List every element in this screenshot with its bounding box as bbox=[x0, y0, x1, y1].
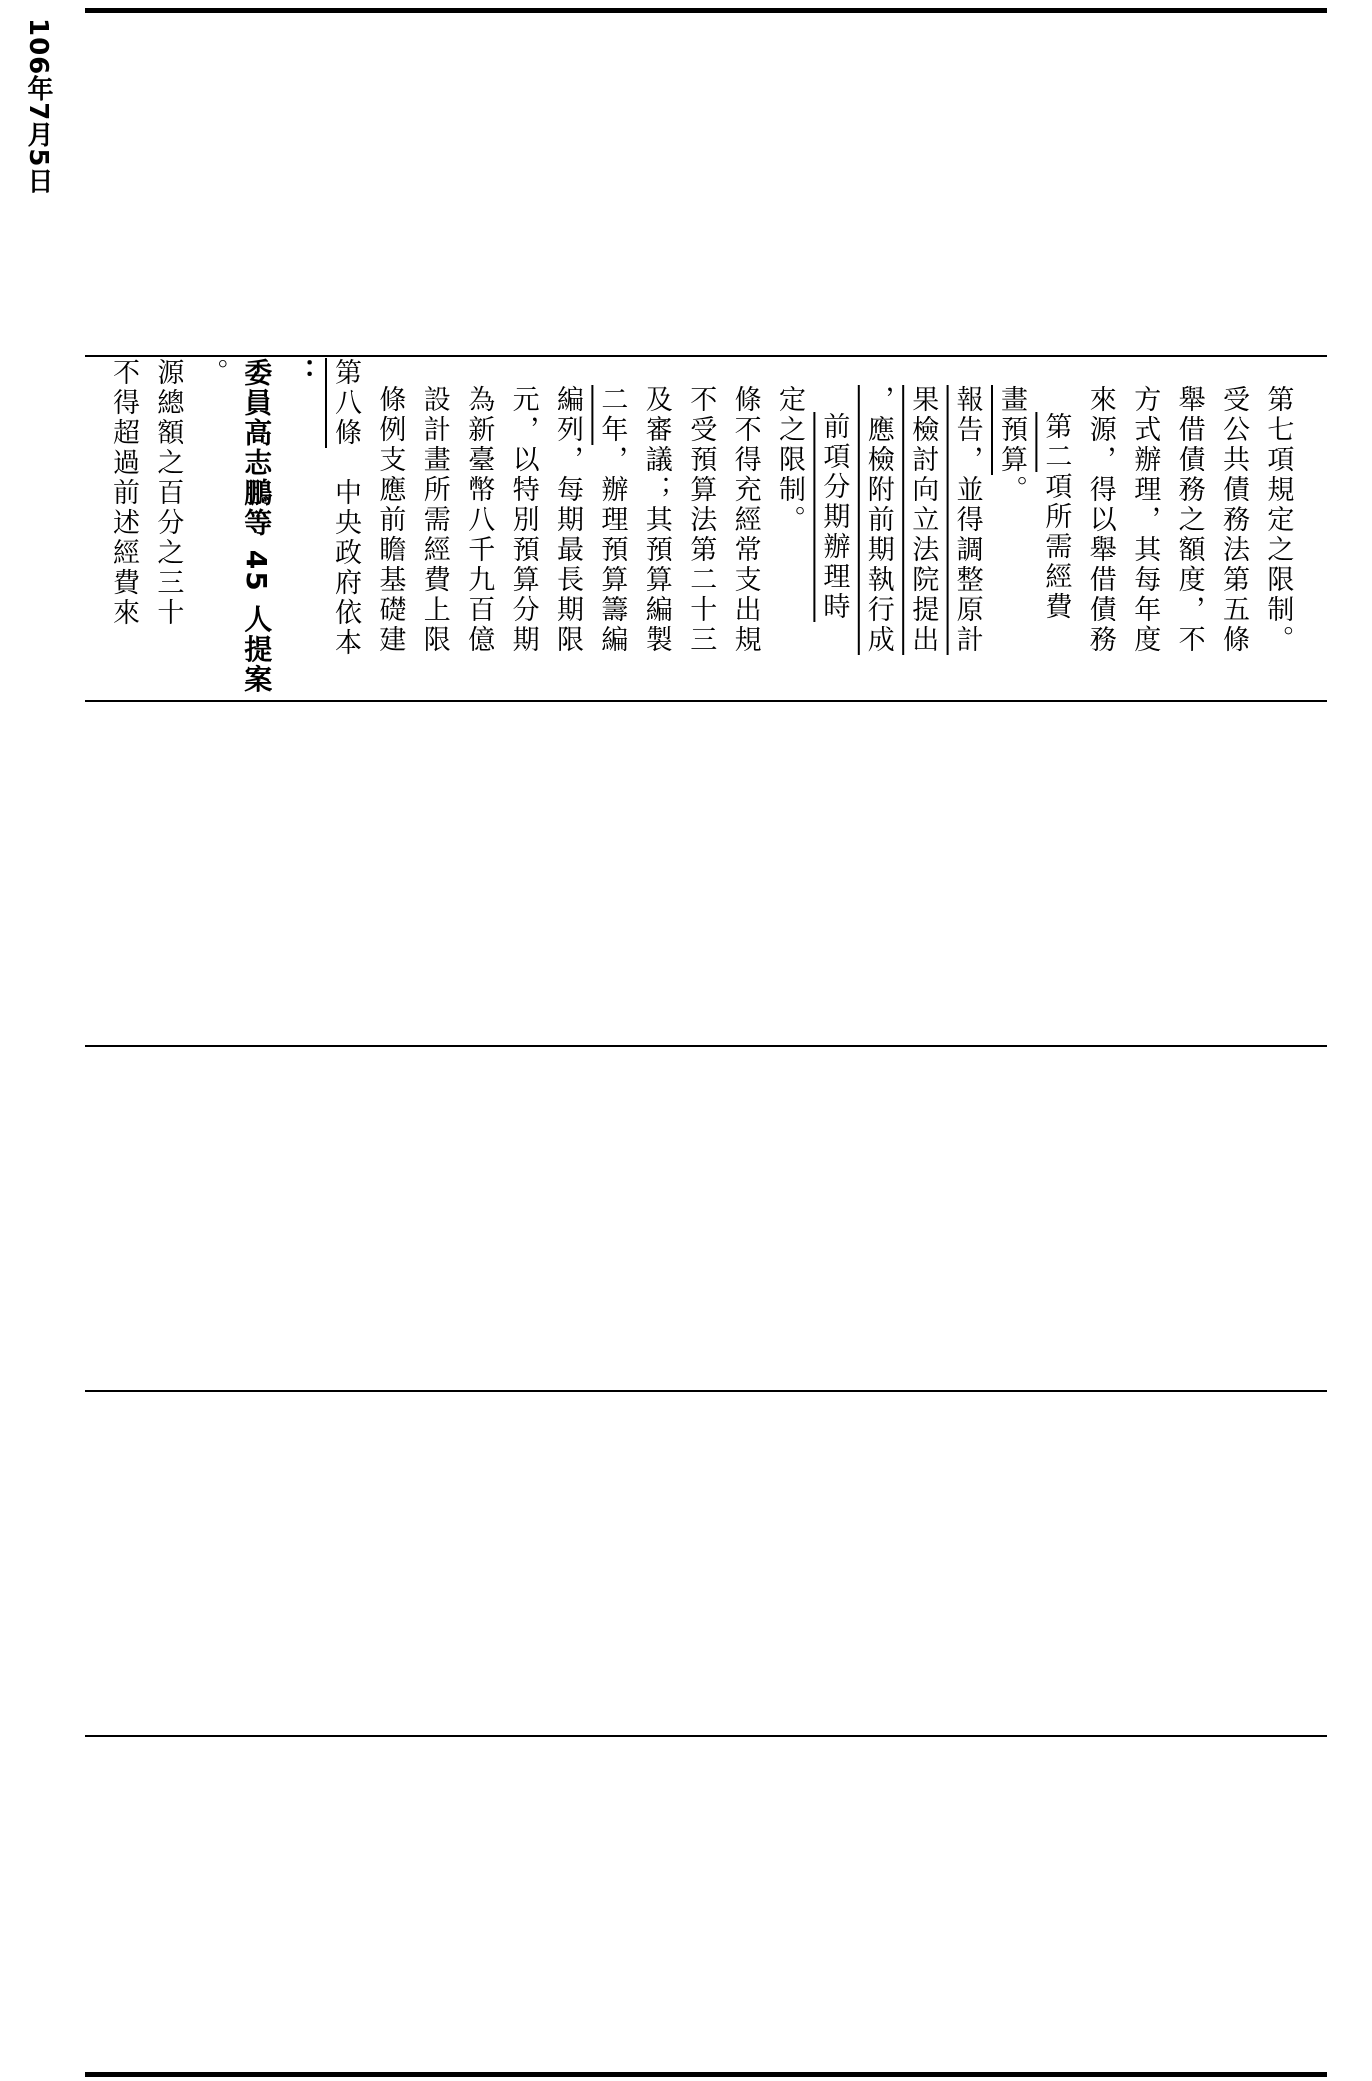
row-divider bbox=[85, 1735, 1327, 1737]
text-segment: 定之限制。 bbox=[774, 385, 805, 535]
text-segment: 。 bbox=[196, 358, 228, 388]
text-segment: 第七項規定之限制。 bbox=[1262, 385, 1294, 655]
text-segment: 來源，得以舉借債務 bbox=[1084, 385, 1116, 655]
text-column bbox=[1257, 358, 1297, 725]
text-column bbox=[192, 358, 232, 698]
text-column bbox=[103, 358, 143, 698]
text-column bbox=[991, 358, 1031, 725]
underlined-text: 第八條 bbox=[330, 358, 361, 448]
text-column bbox=[858, 358, 898, 725]
text-column bbox=[547, 358, 587, 725]
underlined-text: 果檢討向立法院提出 bbox=[907, 385, 939, 655]
text-column bbox=[680, 358, 720, 725]
text-segment: 中央政府依本 bbox=[330, 448, 361, 658]
underlined-text: 二年 bbox=[596, 385, 628, 445]
text-segment: 編列，每期最長期限 bbox=[552, 385, 583, 655]
text-column bbox=[503, 358, 543, 725]
text-column bbox=[1080, 358, 1120, 725]
text-segment: 項所需經費 bbox=[1040, 472, 1072, 622]
text-column bbox=[369, 358, 409, 725]
underlined-text: 畫預算 bbox=[996, 385, 1027, 475]
text-segment: ，辦理預算籌編 bbox=[596, 445, 628, 655]
text-segment: 受公共債務法第五條 bbox=[1218, 385, 1249, 655]
text-column bbox=[813, 358, 853, 752]
underlined-text: 第二 bbox=[1040, 412, 1072, 472]
proposal-heading-column bbox=[281, 358, 321, 698]
date-header: 106年7月5日 bbox=[23, 18, 53, 195]
text-column bbox=[1035, 358, 1075, 752]
text-segment: 舉借債務之額度，不 bbox=[1173, 385, 1205, 655]
text-column bbox=[636, 358, 676, 725]
row-divider bbox=[85, 1045, 1327, 1047]
text-column bbox=[725, 358, 765, 725]
text-column bbox=[1213, 358, 1253, 725]
row-divider bbox=[85, 1390, 1327, 1392]
proposal-cell bbox=[85, 358, 1327, 698]
text-segment: 元，以特別預算分期 bbox=[507, 385, 539, 655]
table-top-border bbox=[85, 8, 1327, 13]
underlined-text: ，應檢附前期執行成 bbox=[862, 385, 894, 655]
row-divider bbox=[85, 355, 1327, 357]
text-column bbox=[414, 358, 454, 725]
text-segment: 不受預算法第二十三 bbox=[685, 385, 717, 655]
text-column bbox=[1124, 358, 1164, 725]
text-segment: 方式辦理，其每年度 bbox=[1129, 385, 1161, 655]
text-segment: 不得超過前述經費來 bbox=[108, 358, 139, 628]
text-segment: 。 bbox=[996, 475, 1027, 505]
text-segment: ： bbox=[284, 358, 318, 388]
text-segment: 源總額之百分之三十 bbox=[152, 358, 184, 628]
text-column bbox=[947, 358, 987, 725]
text-column bbox=[769, 358, 809, 725]
proposal-heading-column bbox=[236, 358, 276, 698]
text-column bbox=[591, 358, 631, 725]
text-column bbox=[147, 358, 187, 698]
text-segment: 委員高志鵬等 45 人提案 bbox=[240, 358, 274, 695]
text-segment: 條例支應前瞻基礎建 bbox=[374, 385, 406, 655]
text-segment: 及審議；其預算編製 bbox=[640, 385, 672, 655]
text-segment: 條不得充經常支出規 bbox=[729, 385, 761, 655]
underlined-text: 報告，並得調整原計 bbox=[951, 385, 983, 655]
underlined-text: 前項分期辦理時 bbox=[818, 412, 850, 622]
text-column bbox=[458, 358, 498, 725]
text-segment: 設計畫所需經費上限 bbox=[418, 385, 450, 655]
text-column bbox=[1169, 358, 1209, 725]
table-bottom-border bbox=[85, 2072, 1327, 2077]
text-segment: 為新臺幣八千九百億 bbox=[463, 385, 495, 655]
text-column bbox=[902, 358, 942, 725]
text-column bbox=[325, 358, 365, 698]
